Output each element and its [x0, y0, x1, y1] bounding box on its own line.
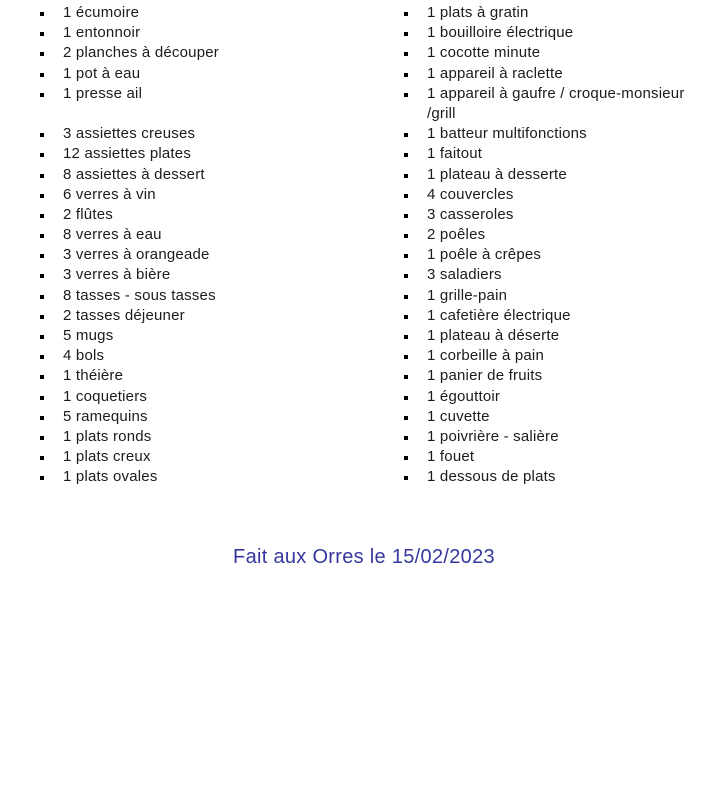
square-bullet-icon [40, 32, 44, 36]
square-bullet-icon [404, 234, 408, 238]
list-item-text: 1 appareil à gaufre / croque-monsieur [427, 84, 685, 102]
square-bullet-icon [40, 295, 44, 299]
list-group [404, 4, 714, 489]
list-item [404, 226, 714, 246]
square-bullet-icon [404, 375, 408, 379]
square-bullet-icon [404, 194, 408, 198]
list-item [404, 145, 714, 165]
list-item-text: 2 flûtes [63, 205, 113, 223]
list-item-text: 1 fouet [427, 448, 475, 466]
square-bullet-icon [40, 12, 44, 16]
list-item [40, 468, 376, 488]
list-item [404, 468, 714, 488]
list-item [404, 428, 714, 448]
square-bullet-icon [404, 174, 408, 178]
list-item-text: 1 plats ronds [63, 427, 152, 445]
list-item-text: 1 grille-pain [427, 286, 508, 304]
list-item [404, 206, 714, 226]
square-bullet-icon [404, 32, 408, 36]
square-bullet-icon [40, 52, 44, 56]
list-item [404, 166, 714, 186]
list-item-text: 1 bouilloire électrique [427, 24, 574, 42]
list-group [40, 125, 376, 488]
list-item [40, 367, 376, 387]
list-item-text: 3 verres à orangeade [63, 246, 210, 264]
list-item-text: 3 saladiers [427, 266, 502, 284]
square-bullet-icon [404, 476, 408, 480]
square-bullet-icon [404, 396, 408, 400]
list-item-text: 4 bols [63, 347, 105, 365]
list-item-text: 1 cuvette [427, 407, 490, 425]
list-item-text: 3 assiettes creuses [63, 125, 196, 143]
list-item [404, 408, 714, 428]
square-bullet-icon [40, 476, 44, 480]
list-item [404, 44, 714, 64]
list-item-text: 1 plateau à desserte [427, 165, 567, 183]
square-bullet-icon [404, 335, 408, 339]
list-item [40, 388, 376, 408]
list-item [40, 44, 376, 64]
list-item [40, 327, 376, 347]
list-item [404, 266, 714, 286]
list-item-text: 2 planches à découper [63, 44, 219, 62]
inventory-column-right [404, 4, 714, 489]
list-item-text: 8 verres à eau [63, 226, 162, 244]
list-item [40, 428, 376, 448]
list-item [404, 24, 714, 44]
list-item [404, 4, 714, 24]
square-bullet-icon [40, 194, 44, 198]
list-item [404, 347, 714, 367]
list-item-text: 6 verres à vin [63, 185, 156, 203]
square-bullet-icon [40, 355, 44, 359]
square-bullet-icon [404, 436, 408, 440]
list-item [40, 266, 376, 286]
square-bullet-icon [40, 174, 44, 178]
list-item [40, 246, 376, 266]
square-bullet-icon [40, 315, 44, 319]
list-item [404, 287, 714, 307]
list-item-text: 1 poêle à crêpes [427, 246, 542, 264]
square-bullet-icon [404, 133, 408, 137]
square-bullet-icon [40, 153, 44, 157]
list-item [40, 186, 376, 206]
square-bullet-icon [404, 295, 408, 299]
list-item-text: 1 coquetiers [63, 387, 148, 405]
list-item-text: 4 couvercles [427, 185, 514, 203]
list-item-continuation [404, 105, 714, 125]
square-bullet-icon [40, 436, 44, 440]
list-item [40, 408, 376, 428]
square-bullet-icon [404, 254, 408, 258]
list-item [404, 85, 714, 105]
list-item-text: 3 casseroles [427, 205, 514, 223]
square-bullet-icon [404, 416, 408, 420]
list-item-text: 8 assiettes à dessert [63, 165, 205, 183]
square-bullet-icon [404, 214, 408, 218]
square-bullet-icon [404, 274, 408, 278]
list-item-text: 1 faitout [427, 145, 483, 163]
list-item [40, 206, 376, 226]
list-item-text: 12 assiettes plates [63, 145, 192, 163]
list-item [404, 367, 714, 387]
list-item [404, 65, 714, 85]
list-item [404, 448, 714, 468]
list-item [40, 24, 376, 44]
list-item-text: 5 ramequins [63, 407, 148, 425]
list-item [404, 125, 714, 145]
list-item-text: 1 appareil à raclette [427, 64, 563, 82]
list-item [40, 166, 376, 186]
list-item-text: 1 batteur multifonctions [427, 125, 587, 143]
list-item [40, 287, 376, 307]
square-bullet-icon [40, 234, 44, 238]
list-item [40, 65, 376, 85]
list-item-text: 2 poêles [427, 226, 486, 244]
list-item-text: 1 plats à gratin [427, 4, 529, 21]
list-item [40, 85, 376, 105]
list-item-text: 5 mugs [63, 327, 114, 344]
square-bullet-icon [40, 335, 44, 339]
list-item-text: 1 pot à eau [63, 64, 141, 82]
list-item-text: 1 plateau à déserte [427, 327, 560, 344]
list-item-text: 1 cocotte minute [427, 44, 541, 62]
list-item [40, 448, 376, 468]
inventory-column-left [40, 4, 376, 489]
list-item-text: 3 verres à bière [63, 266, 171, 284]
square-bullet-icon [404, 73, 408, 77]
list-item [40, 226, 376, 246]
list-item-text: 1 poivrière - salière [427, 427, 559, 445]
list-item [40, 307, 376, 327]
list-item [404, 186, 714, 206]
list-item-text: 1 cafetière électrique [427, 306, 571, 324]
list-item [404, 327, 714, 347]
list-item [404, 246, 714, 266]
list-item [40, 347, 376, 367]
square-bullet-icon [40, 416, 44, 420]
square-bullet-icon [404, 456, 408, 460]
list-item-text: 1 dessous de plats [427, 468, 556, 486]
square-bullet-icon [40, 93, 44, 97]
list-item-text: 8 tasses - sous tasses [63, 286, 216, 304]
list-item-text: 1 entonnoir [63, 24, 141, 42]
square-bullet-icon [404, 12, 408, 16]
list-group [40, 4, 376, 105]
list-item-text: 1 plats creux [63, 448, 151, 466]
list-item [404, 388, 714, 408]
list-item-text: 1 écumoire [63, 4, 140, 21]
square-bullet-icon [40, 396, 44, 400]
square-bullet-icon [404, 153, 408, 157]
list-item-text: 1 presse ail [63, 84, 143, 102]
square-bullet-icon [40, 133, 44, 137]
list-item-text: 1 plats ovales [63, 468, 158, 486]
date-line: Fait aux Orres le 15/02/2023 [233, 546, 495, 568]
list-item-text: 2 tasses déjeuner [63, 306, 185, 324]
square-bullet-icon [40, 274, 44, 278]
bullet-spacer [404, 113, 408, 117]
square-bullet-icon [40, 375, 44, 379]
square-bullet-icon [404, 52, 408, 56]
list-item-text: 1 égouttoir [427, 387, 501, 405]
list-item-text: 1 corbeille à pain [427, 347, 545, 365]
list-item [404, 307, 714, 327]
square-bullet-icon [40, 456, 44, 460]
square-bullet-icon [40, 254, 44, 258]
square-bullet-icon [404, 355, 408, 359]
list-item-text: 1 théière [63, 367, 124, 385]
square-bullet-icon [404, 93, 408, 97]
list-item [40, 145, 376, 165]
square-bullet-icon [404, 315, 408, 319]
list-item [40, 4, 376, 24]
square-bullet-icon [40, 214, 44, 218]
list-item [40, 125, 376, 145]
square-bullet-icon [40, 73, 44, 77]
list-item-text: /grill [427, 104, 456, 122]
list-item-text: 1 panier de fruits [427, 367, 543, 385]
